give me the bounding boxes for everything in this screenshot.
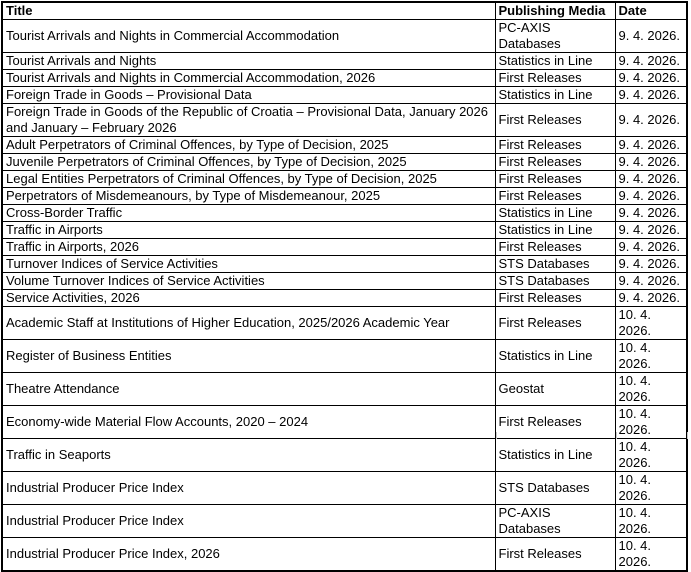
table-row xyxy=(2,104,687,137)
cell-title: Cross-Border Traffic xyxy=(2,205,495,222)
release-calendar-page xyxy=(0,1,691,569)
cell-date: 10. 4. 2026. xyxy=(615,505,687,538)
cell-title: Register of Business Entities xyxy=(2,340,495,373)
cell-media: First Releases xyxy=(495,137,615,154)
cell-title: Foreign Trade in Goods – Provisional Data xyxy=(2,87,495,104)
cell-date: 10. 4. 2026. xyxy=(615,439,687,472)
cell-title: Traffic in Airports, 2026 xyxy=(2,239,495,256)
cell-date: 9. 4. 2026. xyxy=(615,222,687,239)
table-row xyxy=(2,290,687,307)
partial-gridline xyxy=(616,432,617,439)
cell-date: 9. 4. 2026. xyxy=(615,104,687,137)
cell-title: Theatre Attendance xyxy=(2,373,495,406)
cell-media: First Releases xyxy=(495,171,615,188)
cell-title: Perpetrators of Misdemeanours, by Type of Misdemeanour, 2025 xyxy=(2,188,495,205)
cell-date: 10. 4. 2026. xyxy=(615,406,687,439)
cell-title: Industrial Producer Price Index xyxy=(2,505,495,538)
cell-title: Economy-wide Material Flow Accounts, 2020 – 2024 xyxy=(2,406,495,439)
cell-date: 10. 4. 2026. xyxy=(615,373,687,406)
table-row xyxy=(2,239,687,256)
cell-title: Juvenile Perpetrators of Criminal Offences, by Type of Decision, 2025 xyxy=(2,154,495,171)
cell-title: Traffic in Airports xyxy=(2,222,495,239)
cell-date: 9. 4. 2026. xyxy=(615,87,687,104)
table-row xyxy=(2,439,687,472)
cell-title: Tourist Arrivals and Nights in Commercial Accommodation, 2026 xyxy=(2,70,495,87)
cell-media: First Releases xyxy=(495,70,615,87)
column-header-publishing-media: Publishing Media xyxy=(495,2,615,20)
cell-media: Statistics in Line xyxy=(495,340,615,373)
cell-date: 10. 4. 2026. xyxy=(615,307,687,340)
cell-media: Statistics in Line xyxy=(495,53,615,70)
table-row xyxy=(2,20,687,53)
table-row xyxy=(2,188,687,205)
cell-media: First Releases xyxy=(495,307,615,340)
cell-title: Industrial Producer Price Index, 2026 xyxy=(2,538,495,572)
cell-title: Legal Entities Perpetrators of Criminal Offences, by Type of Decision, 2025 xyxy=(2,171,495,188)
cell-date: 9. 4. 2026. xyxy=(615,53,687,70)
cell-title: Tourist Arrivals and Nights xyxy=(2,53,495,70)
cell-date: 9. 4. 2026. xyxy=(615,70,687,87)
cell-date: 9. 4. 2026. xyxy=(615,188,687,205)
table-header-row xyxy=(2,2,687,20)
table-row xyxy=(2,273,687,290)
table-body xyxy=(2,20,687,572)
cell-media: PC-AXIS Databases xyxy=(495,20,615,53)
cell-media: Geostat xyxy=(495,373,615,406)
cell-title: Adult Perpetrators of Criminal Offences, by Type of Decision, 2025 xyxy=(2,137,495,154)
cell-media: Statistics in Line xyxy=(495,87,615,104)
partial-gridline xyxy=(496,432,497,439)
cell-date: 9. 4. 2026. xyxy=(615,239,687,256)
cell-title: Service Activities, 2026 xyxy=(2,290,495,307)
table-row xyxy=(2,340,687,373)
cell-date: 10. 4. 2026. xyxy=(615,472,687,505)
cell-media: First Releases xyxy=(495,406,615,439)
table-row xyxy=(2,505,687,538)
cell-media: First Releases xyxy=(495,290,615,307)
table-row xyxy=(2,222,687,239)
cell-date: 9. 4. 2026. xyxy=(615,137,687,154)
cell-date: 9. 4. 2026. xyxy=(615,171,687,188)
table-row xyxy=(2,154,687,171)
table-row xyxy=(2,70,687,87)
cell-date: 9. 4. 2026. xyxy=(615,256,687,273)
cell-media: First Releases xyxy=(495,104,615,137)
partial-gridline xyxy=(687,432,688,439)
cell-media: Statistics in Line xyxy=(495,439,615,472)
table-row xyxy=(2,171,687,188)
cell-media: First Releases xyxy=(495,538,615,572)
cell-title: Industrial Producer Price Index xyxy=(2,472,495,505)
cell-media: Statistics in Line xyxy=(495,222,615,239)
cell-date: 9. 4. 2026. xyxy=(615,290,687,307)
column-header-date: Date xyxy=(615,2,687,20)
cell-title: Foreign Trade in Goods of the Republic of Croatia – Provisional Data, January 2026 and January – February 2026 xyxy=(2,104,495,137)
cell-media: First Releases xyxy=(495,239,615,256)
release-calendar-table xyxy=(1,1,688,572)
cell-date: 9. 4. 2026. xyxy=(615,273,687,290)
table-row xyxy=(2,472,687,505)
table-row xyxy=(2,373,687,406)
cell-media: PC-AXIS Databases xyxy=(495,505,615,538)
table-row xyxy=(2,406,687,439)
table-row xyxy=(2,256,687,273)
cell-title: Traffic in Seaports xyxy=(2,439,495,472)
cell-date: 10. 4. 2026. xyxy=(615,340,687,373)
cell-media: STS Databases xyxy=(495,273,615,290)
cell-media: STS Databases xyxy=(495,472,615,505)
cell-date: 10. 4. 2026. xyxy=(615,538,687,572)
cell-title: Turnover Indices of Service Activities xyxy=(2,256,495,273)
table-row xyxy=(2,137,687,154)
table-row xyxy=(2,87,687,104)
cell-media: First Releases xyxy=(495,154,615,171)
column-header-title: Title xyxy=(2,2,495,20)
table-row xyxy=(2,307,687,340)
cell-date: 9. 4. 2026. xyxy=(615,20,687,53)
cell-media: Statistics in Line xyxy=(495,205,615,222)
cell-date: 9. 4. 2026. xyxy=(615,205,687,222)
cell-media: STS Databases xyxy=(495,256,615,273)
cell-media: First Releases xyxy=(495,188,615,205)
cell-date: 9. 4. 2026. xyxy=(615,154,687,171)
table-row xyxy=(2,53,687,70)
cell-title: Tourist Arrivals and Nights in Commercial Accommodation xyxy=(2,20,495,53)
table-row xyxy=(2,205,687,222)
table-row xyxy=(2,538,687,572)
cell-title: Academic Staff at Institutions of Higher Education, 2025/2026 Academic Year xyxy=(2,307,495,340)
cell-title: Volume Turnover Indices of Service Activities xyxy=(2,273,495,290)
